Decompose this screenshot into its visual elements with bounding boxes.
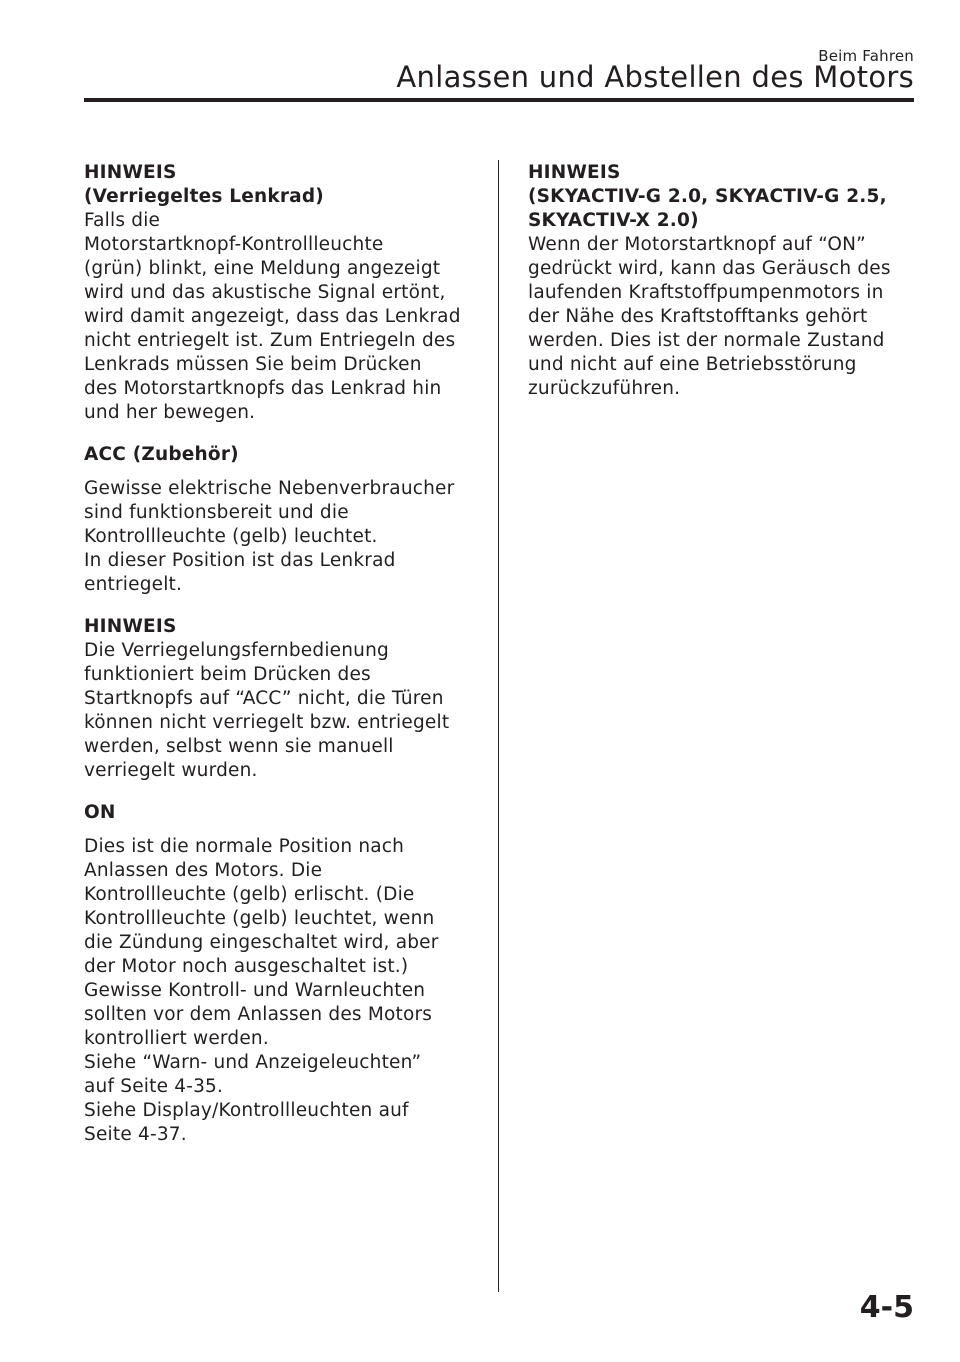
text-line: Kontrollleuchte (gelb) erlischt. (Die [84,884,415,905]
section-heading-acc: ACC (Zubehör) [84,444,239,465]
note-label: HINWEIS [84,162,177,183]
text-line: Lenkrads müssen Sie beim Drücken [84,354,422,375]
header-rule [84,98,914,102]
text-line: Wenn der Motorstartknopf auf “ON” [528,234,866,255]
text-line: Kontrollleuchte (gelb) leuchtet. [84,526,378,547]
text-line: des Motorstartknopfs das Lenkrad hin [84,378,442,399]
text-line: wird damit angezeigt, dass das Lenkrad [84,306,461,327]
text-line: Dies ist die normale Position nach [84,836,405,857]
text-line: Siehe “Warn- und Anzeigeleuchten” [84,1052,422,1073]
note-verriegeltes-lenkrad [84,161,476,425]
text-line: und nicht auf eine Betriebsstörung [528,354,857,375]
text-line: sind funktionsbereit und die [84,502,349,523]
page-number: 4-5 [859,1290,914,1325]
column-divider [498,160,499,1292]
on-section [84,801,476,1147]
text-line: werden. Dies ist der normale Zustand [528,330,885,351]
text-line: verriegelt wurden. [84,760,258,781]
text-line: In dieser Position ist das Lenkrad [84,550,396,571]
section-heading-on: ON [84,802,116,823]
text-line: sollten vor dem Anlassen des Motors [84,1004,433,1025]
text-line: Siehe Display/Kontrollleuchten auf [84,1100,409,1121]
note-skyactiv [528,161,913,401]
text-line: gedrückt wird, kann das Geräusch des [528,258,891,279]
text-line: Gewisse elektrische Nebenverbraucher [84,478,455,499]
text-line: der Motor noch ausgeschaltet ist.) [84,956,409,977]
right-column [528,161,913,401]
text-line: werden, selbst wenn sie manuell [84,736,394,757]
text-line: Falls die [84,210,161,231]
text-line: nicht entriegelt ist. Zum Entriegeln des [84,330,456,351]
note-subtitle: SKYACTIV-X 2.0) [528,210,699,231]
text-line: Motorstartknopf-Kontrollleuchte [84,234,384,255]
note-fernbedienung [84,615,476,783]
text-line: zurückzuführen. [528,378,681,399]
text-line: der Nähe des Kraftstofftanks gehört [528,306,868,327]
text-line: Seite 4-37. [84,1124,187,1145]
text-line: (grün) blinkt, eine Meldung angezeigt [84,258,441,279]
text-line: laufenden Kraftstoffpumpenmotors in [528,282,884,303]
note-subtitle: (Verriegeltes Lenkrad) [84,186,324,207]
text-line: und her bewegen. [84,402,256,423]
section-label: Beim Fahren [818,47,914,65]
note-label: HINWEIS [528,162,621,183]
text-line: wird und das akustische Signal ertönt, [84,282,446,303]
left-column [84,161,476,1147]
note-subtitle: (SKYACTIV-G 2.0, SKYACTIV-G 2.5, [528,186,887,207]
text-line: Anlassen des Motors. Die [84,860,323,881]
text-line: auf Seite 4-35. [84,1076,224,1097]
chapter-title: Anlassen und Abstellen des Motors [396,60,914,94]
text-line: entriegelt. [84,574,183,595]
text-line: Kontrollleuchte (gelb) leuchtet, wenn [84,908,435,929]
text-line: Gewisse Kontroll- und Warnleuchten [84,980,426,1001]
text-line: funktioniert beim Drücken des [84,664,371,685]
text-line: kontrolliert werden. [84,1028,269,1049]
text-line: können nicht verriegelt bzw. entriegelt [84,712,450,733]
note-label: HINWEIS [84,616,177,637]
text-line: Die Verriegelungsfernbedienung [84,640,389,661]
acc-section [84,443,476,597]
text-line: Startknopfs auf “ACC” nicht, die Türen [84,688,444,709]
text-line: die Zündung eingeschaltet wird, aber [84,932,439,953]
